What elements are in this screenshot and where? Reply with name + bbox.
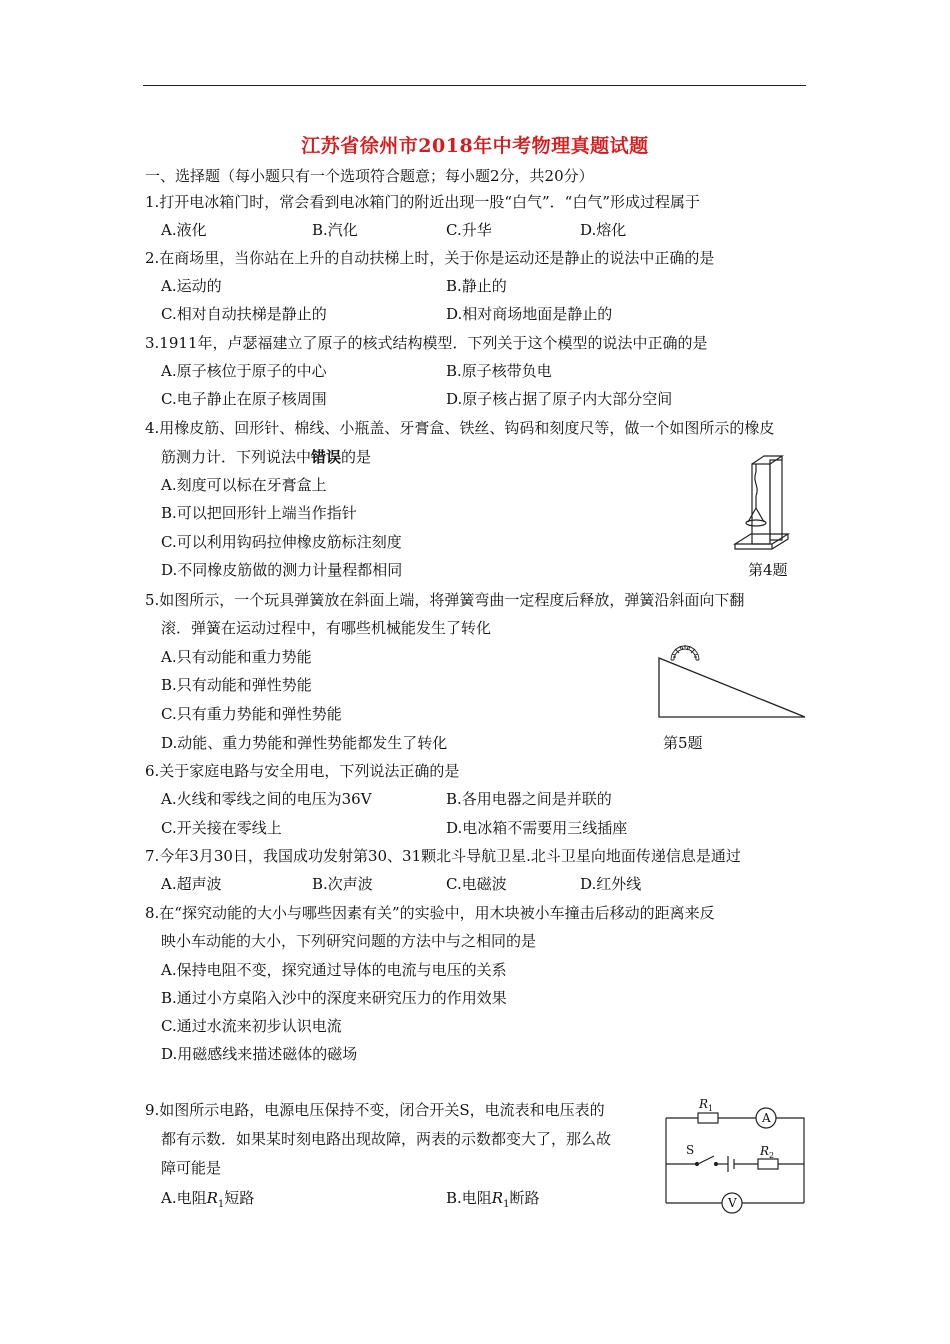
resistor-r1-icon (698, 1113, 718, 1123)
q7-option-b: B.次声波 (312, 875, 373, 893)
q4-stem-line1: 4.用橡皮筋、回形针、棉线、小瓶盖、牙膏盒、铁丝、钩码和刻度尺等，做一个如图所示的橡皮 (145, 419, 775, 437)
q9-option-a: A.电阻$R_1$短路 (161, 1189, 255, 1210)
q5-stem-line1: 5.如图所示，一个玩具弹簧放在斜面上端，将弹簧弯曲一定程度后释放，弹簧沿斜面向下翻 (145, 591, 745, 609)
q5-option-b: B.只有动能和弹性势能 (161, 676, 312, 694)
q7-option-c: C.电磁波 (446, 875, 507, 893)
section-heading: 一、选择题（每小题只有一个选项符合题意；每小题2分，共20分） (145, 167, 594, 185)
q5-option-a: A.只有动能和重力势能 (161, 648, 312, 666)
q6-option-b: B.各用电器之间是并联的 (446, 790, 612, 808)
q7-option-a: A.超声波 (161, 875, 222, 893)
header-rule (143, 85, 806, 86)
q5-stem-line2: 滚．弹簧在运动过程中，有哪些机械能发生了转化 (161, 619, 492, 637)
q7-stem: 7.今年3月30日，我国成功发射第30、31颗北斗导航卫星.北斗卫星向地面传递信息是通过 (145, 847, 741, 865)
battery-icon (728, 1156, 734, 1172)
q1-stem: 1.打开电冰箱门时，常会看到电冰箱门的附近出现一股“白气”．“白气”形成过程属于 (145, 193, 700, 211)
q3-option-b: B.原子核带负电 (446, 362, 552, 380)
q5-figure-caption: 第5题 (663, 734, 703, 752)
q9-option-b: B.电阻$R_1$断路 (446, 1189, 540, 1210)
q3-stem: 3.1911年，卢瑟福建立了原子的核式结构模型．下列关于这个模型的说法中正确的是 (145, 334, 708, 352)
q6-option-a: A.火线和零线之间的电压为36V (161, 790, 372, 808)
q4-option-c: C.可以利用钩码拉伸橡皮筋标注刻度 (161, 533, 402, 551)
circuit-label-ammeter: A (762, 1111, 771, 1125)
q2-option-b: B.静止的 (446, 277, 507, 295)
circuit-label-switch: S (686, 1143, 695, 1157)
q4-emphasis: 错误 (311, 448, 342, 466)
q5-option-d: D.动能、重力势能和弹性势能都发生了转化 (161, 734, 448, 752)
q4-option-b: B.可以把回形针上端当作指针 (161, 504, 357, 522)
q2-option-d: D.相对商场地面是静止的 (446, 305, 613, 323)
q3-option-d: D.原子核占据了原子内大部分空间 (446, 390, 673, 408)
switch-icon (698, 1156, 714, 1164)
q9-stem-line3: 障可能是 (161, 1159, 222, 1177)
q8-option-b: B.通过小方桌陷入沙中的深度来研究压力的作用效果 (161, 989, 507, 1007)
q4-figure-caption: 第4题 (748, 561, 788, 579)
page-title: 江苏省徐州市2018年中考物理真题试题 (301, 135, 649, 157)
q4-option-d: D.不同橡皮筋做的测力计量程都相同 (161, 561, 403, 579)
circuit-label-r1: $R_1$ (699, 1097, 714, 1113)
q4-stem-line2: 筋测力计．下列说法中错误的是 (161, 448, 372, 466)
q1-option-d: D.熔化 (580, 221, 627, 239)
q6-option-d: D.电冰箱不需要用三线插座 (446, 819, 628, 837)
q3-option-a: A.原子核位于原子的中心 (161, 362, 327, 380)
q8-option-d: D.用磁感线来描述磁体的磁场 (161, 1045, 358, 1063)
q2-stem: 2.在商场里，当你站在上升的自动扶梯上时，关于你是运动还是静止的说法中正确的是 (145, 249, 715, 267)
q6-stem: 6.关于家庭电路与安全用电，下列说法正确的是 (145, 762, 460, 780)
q9-circuit-diagram (660, 1092, 810, 1217)
q9-stem-line2: 都有示数．如果某时刻电路出现故障，两表的示数都变大了，那么故 (161, 1130, 612, 1148)
q1-option-b: B.汽化 (312, 221, 358, 239)
q2-option-a: A.运动的 (161, 277, 222, 295)
q5-figure-incline-spring (655, 640, 810, 720)
q9-stem-line1: 9.如图所示电路，电源电压保持不变，闭合开关S，电流表和电压表的 (145, 1101, 605, 1119)
q6-option-c: C.开关接在零线上 (161, 819, 282, 837)
q3-option-c: C.电子静止在原子核周围 (161, 390, 327, 408)
q5-option-c: C.只有重力势能和弹性势能 (161, 705, 342, 723)
circuit-label-voltmeter: V (728, 1196, 737, 1210)
q8-option-c: C.通过水流来初步认识电流 (161, 1017, 342, 1035)
q1-option-a: A.液化 (161, 221, 207, 239)
q4-option-a: A.刻度可以标在牙膏盒上 (161, 476, 327, 494)
circuit-label-r2: $R_2$ (760, 1144, 775, 1160)
q8-stem-line2: 映小车动能的大小，下列研究问题的方法中与之相同的是 (161, 932, 537, 950)
q1-option-c: C.升华 (446, 221, 492, 239)
q7-option-d: D.红外线 (580, 875, 642, 893)
q2-option-c: C.相对自动扶梯是静止的 (161, 305, 327, 323)
q8-option-a: A.保持电阻不变，探究通过导体的电流与电压的关系 (161, 961, 507, 979)
q4-figure-spring-scale (730, 452, 810, 557)
resistor-r2-icon (758, 1159, 778, 1169)
q8-stem-line1: 8.在“探究动能的大小与哪些因素有关”的实验中，用木块被小车撞击后移动的距离来反 (145, 904, 715, 922)
